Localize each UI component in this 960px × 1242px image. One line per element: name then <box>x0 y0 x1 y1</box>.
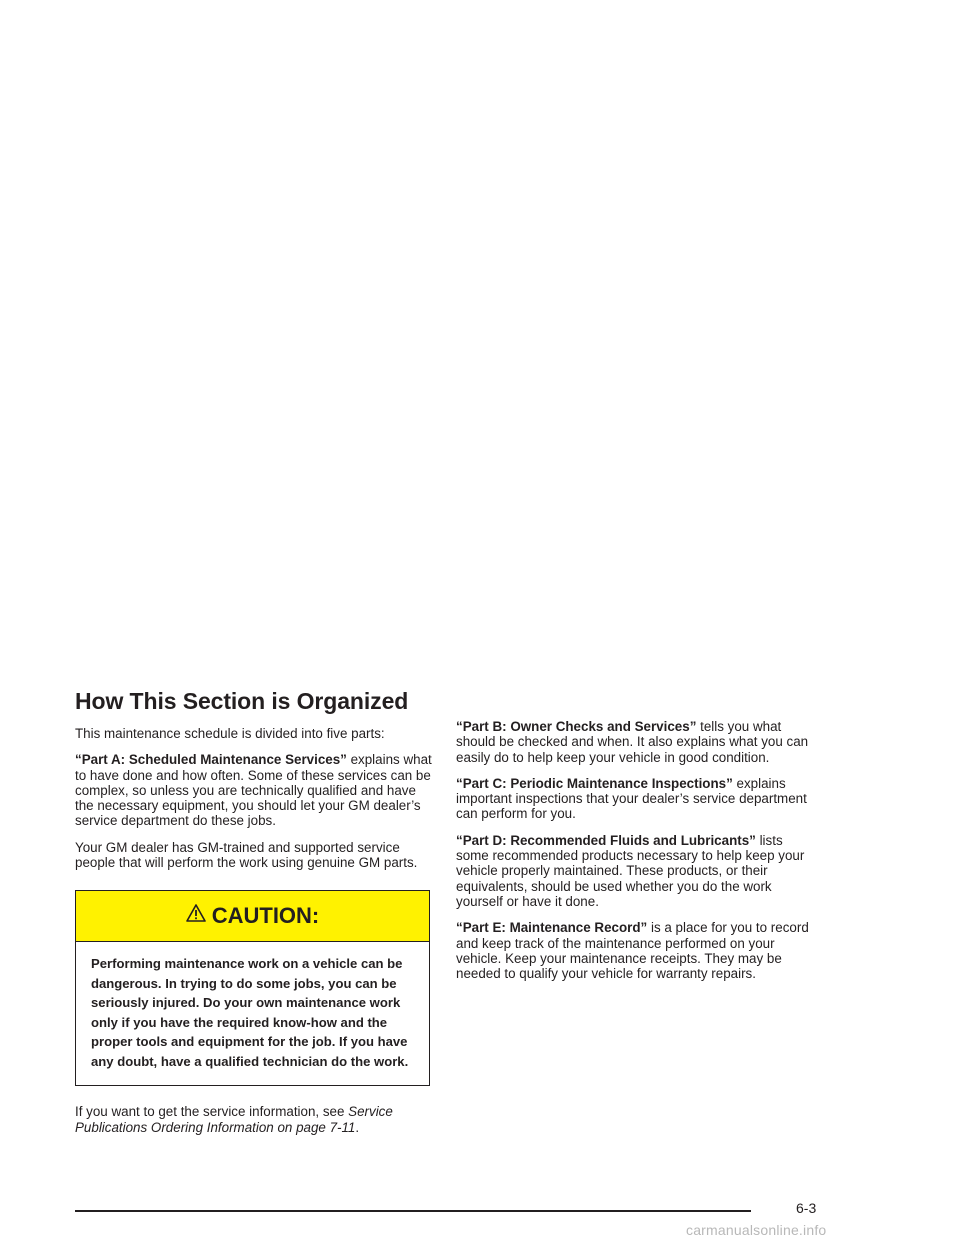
service-info-end: . <box>355 1119 360 1135</box>
part-e-text: is a place for you to record and keep track of the maintenance performed on your vehicle. Keep your maintenance receipts. They may be needed to qualify your vehicle for warranty repairs. <box>456 920 809 982</box>
dealer-note-paragraph: Your GM dealer has GM-trained and supported service people that will perform the work using genuine GM parts. <box>75 839 418 871</box>
part-a-text: explains what to have done and how often. Some of these services can be complex, so unless you are technically qualified and have the necessary equipment, you should let your GM dealer’s service department do these jobs. <box>75 752 432 829</box>
caution-heading: CAUTION: <box>211 903 320 929</box>
service-info-text: If you want to get the service information, see <box>75 1104 349 1120</box>
part-e-lead: “Part E: Maintenance Record” <box>456 920 648 936</box>
intro-paragraph: This maintenance schedule is divided into five parts: <box>75 726 385 741</box>
service-info-paragraph <box>75 1104 432 1135</box>
caution-box <box>75 890 430 1086</box>
part-b-paragraph <box>456 719 816 765</box>
part-e-paragraph <box>456 920 816 981</box>
part-d-paragraph <box>456 833 816 909</box>
warning-triangle-icon <box>186 903 206 929</box>
watermark-text: carmanualsonline.info <box>686 1222 827 1238</box>
left-column <box>75 686 432 1146</box>
part-d-lead: “Part D: Recommended Fluids and Lubricants” <box>456 832 756 848</box>
footer-rule <box>75 1210 751 1212</box>
part-c-paragraph <box>456 776 816 822</box>
part-b-lead: “Part B: Owner Checks and Services” <box>456 719 697 734</box>
part-c-text: explains important inspections that your dealer’s service department can perform for you. <box>456 775 807 822</box>
caution-header <box>76 891 429 942</box>
part-c-lead: “Part C: Periodic Maintenance Inspections” <box>456 775 733 791</box>
part-b-text: tells you what should be checked and when. It also explains what you can easily do to help keep your vehicle in good condition. <box>456 719 809 765</box>
part-a-lead: “Part A: Scheduled Maintenance Services” <box>75 752 347 768</box>
caution-text: Performing maintenance work on a vehicle can be dangerous. In trying to do some jobs, you can be seriously injured. Do your own maintenance work only if you have the required know-how and the proper tools and equipment for the job. If you have any doubt, have a qualified technician do the work. <box>91 956 409 1069</box>
section-title: How This Section is Organized <box>75 688 409 714</box>
right-column <box>456 719 816 992</box>
service-publications-link[interactable]: Service Publications Ordering Information on page 7-11 <box>75 1104 393 1135</box>
part-d-text: lists some recommended products necessary to help keep your vehicle properly maintained. These products, or their equivalents, should be used whether you do the work yourself or have it done. <box>456 832 805 909</box>
page-number: 6-3 <box>796 1200 817 1216</box>
part-a-paragraph <box>75 752 432 828</box>
